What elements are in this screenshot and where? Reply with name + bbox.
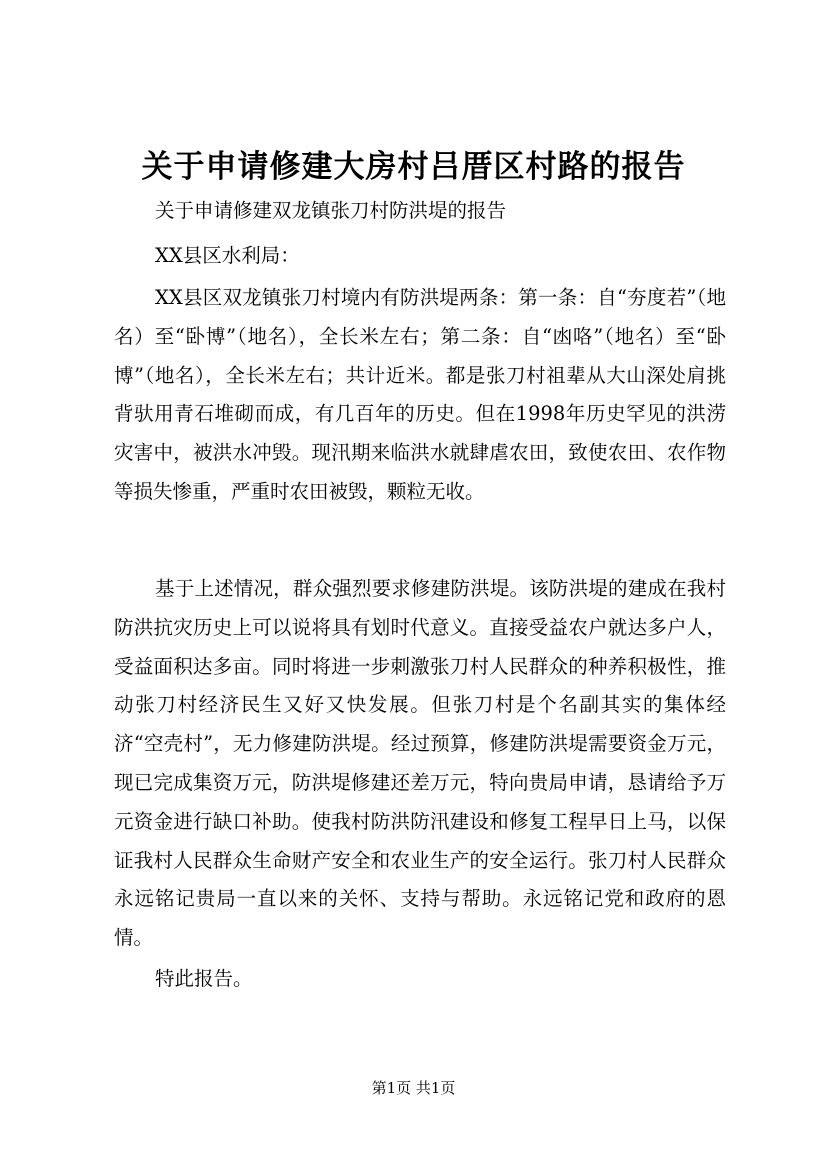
salutation: XX县区水利局：: [155, 244, 300, 267]
document-title: 关于申请修建大房村吕厝区村路的报告: [141, 149, 686, 185]
body-paragraph-1: XX县区双龙镇张刀村境内有防洪堤两条：第一条：自“夯度若”（地名）至“卧博”（地名），全长米左右；第二条：自“凼咯”（地名）至“卧博”（地名），全长米左右；共计近米。都是张刀村祖辈从大山深处肩挑背驮用青石堆砌而成，有几百年的历史。但在1998年历史罕见的洪涝灾害中，被洪水冲毁。现汛期来临洪水就肆虐农田，致使农田、农作物等损失惨重，严重时农田被毁，颗粒无收。: [114, 286, 726, 503]
page-footer: 第1页 共1页: [371, 1079, 456, 1097]
body-paragraph-2: 基于上述情况，群众强烈要求修建防洪堤。该防洪堤的建成在我村防洪抗灾历史上可以说将具有划时代意义。直接受益农户就达多户人，受益面积达多亩。同时将进一步刺激张刀村人民群众的种养积极性，推动张刀村经济民生又好又快发展。但张刀村是个名副其实的集体经济“空壳村”，无力修建防洪堤。经过预算，修建防洪堤需要资金万元，现已完成集资万元，防洪堤修建还差万元，特向贵局申请，恳请给予万元资金进行缺口补助。使我村防洪防汛建设和修复工程早日上马，以保证我村人民群众生命财产安全和农业生产的安全运行。张刀村人民群众永远铭记贵局一直以来的关怀、支持与帮助。永远铭记党和政府的恩情。: [114, 577, 726, 950]
document-subtitle: 关于申请修建双龙镇张刀村防洪堤的报告: [155, 199, 507, 222]
closing-line: 特此报告。: [155, 967, 253, 990]
